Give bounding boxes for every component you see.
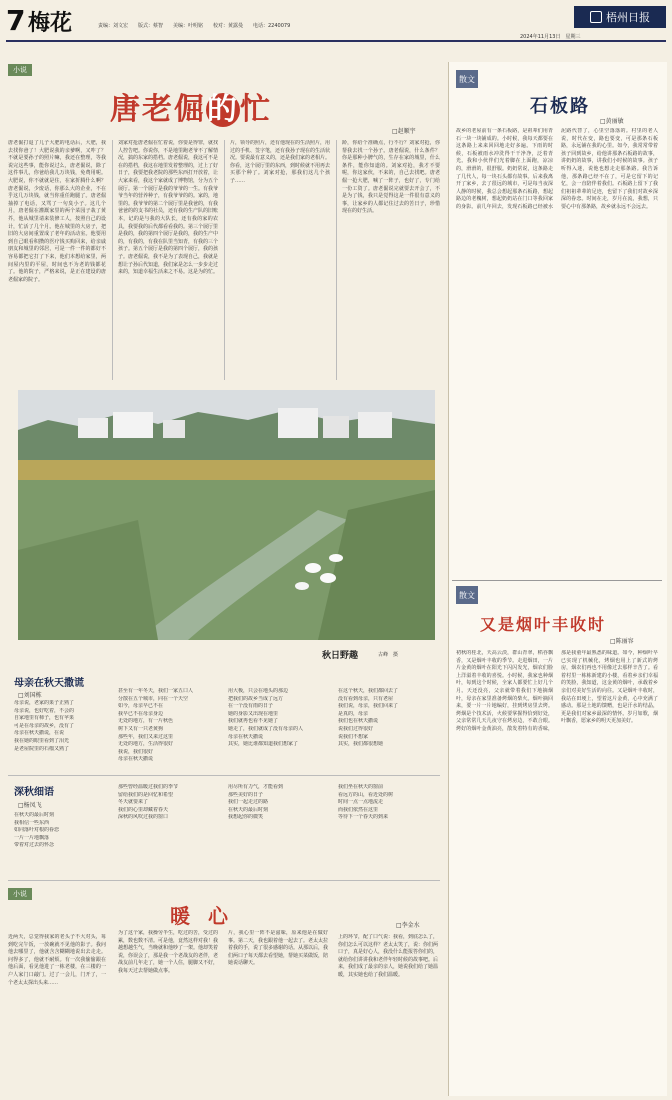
poem-line: 说我们不想家 <box>338 733 369 740</box>
poem-line: 留给我们的是回忆和希望 <box>118 791 174 798</box>
poem-line: 在秋天的最后时刻 <box>228 806 269 813</box>
poem-line: 深秋的风吹过我的窗口 <box>118 814 169 821</box>
poem-line: 分散在五个城市，同在一个天空 <box>118 695 189 702</box>
story2-col-3: 片，我心里一阵不是滋味，原来他是在做好事。第二天，我也跟着他一起去了。老太太拉着我的手，说了很多感谢的话。从那以后，我们两口子每天都去看望她，帮她买菜做饭，陪她说话聊天。 <box>228 930 328 967</box>
story2-author: □李金水 <box>396 922 420 929</box>
poem-line: 树下又有一只老黄狗 <box>118 725 164 732</box>
poem-line: 把我们的故乡当成了远方 <box>228 695 284 702</box>
photo-credit: 古峰 摄 <box>378 652 399 658</box>
section-divider <box>452 580 662 581</box>
poem-line: 她走了，我们就成了没有母亲的人 <box>228 725 304 732</box>
col-divider <box>112 140 113 380</box>
essay1-author: □黄丽敏 <box>600 118 624 125</box>
poem1-col-4 <box>338 688 438 749</box>
essay2-tag: 散文 <box>456 586 478 604</box>
section-divider <box>8 880 440 881</box>
poem-line: 可是在母亲的故乡，没有了 <box>14 722 75 729</box>
poem1-col-2 <box>118 688 218 764</box>
story-col-2: 刘家对抢唐老倔在忙着说，你要是得罪，就找人控告吧。你说你，不是地里跑老爷不了解情况，搞的东家的搭档。唐老倔说，我这可不是在的搭档，我这在地里发着整理的，过上了好日子，我要把我老院的那些东西打开放着，让大家来看，我这个家就成了博物馆，分为五个展厅。第一个展厅是我的爷爷的一生。有我爷爷当年的营养种子，有我爷爷的的。家的，地里的。我爷爷的第二个展厅里是我爸的，有我爸爸的的支书的社员，还有我的生产队的旧账本，记的是与我的大队长，还有我的家的农具，我要我的后代都看看我的。第三个展厅里是我的，我的第四个展厅是我的，我的生产中的，有我的，有我在队里当知青，有我的三个孩子。第五个展厅是我的第四个展厅，我的孩子。唐老倔说，我不是为了表现自己，我就是想让子孙后代知道，我们家是怎么一步步走过来的，知道幸福生活来之不易。这是为的忙。 <box>118 140 218 276</box>
story-tag: 小说 <box>8 64 32 76</box>
photo-caption: 秋日野趣 <box>322 651 359 661</box>
autumn-photo <box>18 390 435 640</box>
poem-line: 我们也在秋天撒谎 <box>338 718 379 725</box>
story2-title: 暖心 <box>170 904 246 928</box>
poem-line: 等待下一个春天的到来 <box>338 814 389 821</box>
poem2-col-3 <box>228 784 328 822</box>
village-pond-image <box>18 390 435 640</box>
story-author: □赵顺宇 <box>392 128 416 135</box>
poem2-col-4 <box>338 784 438 822</box>
poem-line: 而我们依然在这里 <box>338 806 379 813</box>
poem-line: 带着对过去的怀念 <box>14 842 55 849</box>
poem-line: 说我们过得很好 <box>338 725 374 732</box>
poem2-title: 深秋细语 <box>14 787 54 798</box>
poem-line: 甚至有一年冬天，我们一家五口人 <box>118 688 194 694</box>
logo-text: 梧州日报 <box>606 11 650 24</box>
col-divider <box>224 140 225 380</box>
poem2-col-1 <box>14 812 110 850</box>
newspaper-logo <box>574 6 666 28</box>
story-col-4: 龄，你给个准确点，行不行？刘家对抢，你帮我去找一个孙子。唐老倔说，什么条件？你是那种小脾气的，生存在家的城里，什么条件，能你知道的。刘家对抢，我才不要呢，你这家伙，不来的，自己去找吧。唐老倔一抢大肥，喊了一阵子，也好了，专门给一份工资了。唐老倔说完就要去开会了，不是为了钱，我只是觉得这是一件很有意义的事，让家乡的人都记住过去的苦日子，珍惜现在的好生活。 <box>342 140 440 215</box>
poem-line: 母亲在秋天撒谎 <box>118 756 154 763</box>
poem-line: 如同落叶对根的眷恋 <box>14 827 60 834</box>
essay1-body: 故乡的老屋前有一条石板路，是祖辈们用青石一块一块铺成的。小时候，我每天都要在这条路上来来回回地走好多遍。下雨的时候，石板被雨水冲洗得干干净净，泛着青光。我和小伙伴们光着脚在上面跑，凉凉的，滑滑的，很舒服。奶奶常说，这条路走了几代人，每一块石头都有故事。后来我离开了家乡，去了很远的城市，可是每当夜深人静的时候，我总会想起那条石板路，想起路边的老槐树，想起奶奶站在门口等我回家的身影。前几年回去，发现石板路已经被水泥路代替了，心里空落落的。村里的老人说，时代在变，路也要变，可是那条石板路，永远铺在我的心里。如今，我常常带着孩子回到故乡，给他讲那条石板路的故事，讲奶奶的故事，讲我们小时候的故事。孩子听得入迷，说他也想走走那条路。我告诉他，那条路已经不在了，可是它留下的记忆，会一直陪伴着我们。石板路上留下了我们祖祖辈辈的足迹，也留下了我们对故乡深深的眷恋。时间在走，岁月在流，我想，只要心中有那条路，故乡就永远不会远去。 <box>456 128 658 210</box>
story2-col-1: 近两天，总觉得我家的老头子不大对头，每到吃完午饭，一放碗就不见他的影子。我问他去哪里了，他就含含糊糊地说出去走走。问得多了，他就不耐烦。有一次我偷偷跟在他后面，看见他进了一栋老楼，在三楼的一户人家门口敲门。过了一会儿，门开了，一个老太太探出头来…… <box>8 934 106 986</box>
poem-line: 母亲在秋天撒谎，在说 <box>14 730 65 737</box>
poem-line: 母亲在秋天撒谎 <box>228 733 264 740</box>
story2-col-2: 为了这个家，我操劳半生，吃过的苦，受过的累，数也数不清。可是他，竟然这样对我！我越想越生气，当晚就和他吵了一架。他却笑着说，你误会了，那是我一个老战友的老伴，老战友前几年走了，她一个人住，腿脚又不好，我每天过去帮她做点事。 <box>118 930 218 974</box>
essay2-body: 初秋的桂北，天高云淡，群山青翠，稻谷飘香，又是烟叶丰收的季节。走进烟田，一片片金黄的烟叶在阳光下闪闪发光，烟农们脸上洋溢着丰收的喜悦。小时候，我家也种烟叶，每到这个时候，全家人都要忙上好几个月。天还没亮，父亲就带着我们下地摘烟叶，母亲在家里准备烤烟的柴火。烟叶摘回来，要一片一片地编好，挂到烤房里去烤。烤烟是个技术活，火候要掌握得恰到好处，父亲常常几天几夜守在烤房边，不敢合眼。烤好的烟叶金黄油亮，散发着特有的香味，那是我童年最熟悉的味道。如今，种烟叶早已实现了机械化，烤烟也用上了新式的烤房，烟农们再也不用像过去那样辛苦了。看着村里一栋栋新建的小楼，看着乡亲们幸福的笑脸，我知道，这金黄的烟叶，承载着乡亲们对美好生活的向往。又是烟叶丰收时，我站在田埂上，望着这片金黄，心中充满了感动。那是土地的馈赠，也是汗水的结晶，更是我们对家乡最深的情怀。岁月如歌，烟叶飘香，愿家乡的明天更加美好。 <box>456 650 658 732</box>
poem-line: 我早已不在母亲身边 <box>118 710 164 717</box>
poem-line: 没有看到母亲，只有老屋 <box>338 695 394 702</box>
poem-line: 无处的地方，有一片秋色 <box>118 718 174 725</box>
poem-line: 那些年，我们又来过这里 <box>118 733 174 740</box>
poem-line: 那些美好的日子 <box>228 791 264 798</box>
col-divider <box>336 140 337 380</box>
paper-logo-icon <box>590 11 602 23</box>
poem-line: 我们就再也看不见她了 <box>228 718 279 725</box>
essay1-tag: 散文 <box>456 70 478 88</box>
section-name: 梅花 <box>28 10 73 36</box>
poem1-author: □刘国栋 <box>18 692 42 699</box>
poem-line: 那些曾经温暖过我们的季节 <box>118 784 179 790</box>
poem-line: 在一个没有雨的日子 <box>228 703 274 710</box>
poem-line: 如今，母亲早已不在 <box>118 703 164 710</box>
poem1-col-1 <box>14 700 110 753</box>
header-divider <box>6 40 666 42</box>
poem-line: 一片一片地飘落 <box>14 834 50 841</box>
poem-line: 是真的，母亲 <box>338 710 369 717</box>
poem-line: 我们说，母亲，我们回来了 <box>338 703 399 710</box>
poem-line: 我在她的眼里看到了泪光 <box>14 737 70 744</box>
poem-line: 看远方的山，看近处的树 <box>338 791 394 798</box>
story-title-tail: 忙 <box>240 92 272 127</box>
page-number: 7 <box>6 4 26 37</box>
poem-line: 其实，我们都很想她 <box>338 741 384 748</box>
poem2-col-2 <box>118 784 218 822</box>
poem-line: 母亲说，也好吃着，不会的 <box>14 707 75 714</box>
poem-line: 她的身影又出现在地里 <box>228 710 279 717</box>
poem-line: 我们的心里却藏着春天 <box>118 806 169 813</box>
poem-line: 我相信一些东西 <box>14 819 50 826</box>
poem2-author: □杨凤飞 <box>18 802 42 809</box>
essay2-author: □陈丽容 <box>610 638 634 645</box>
story-title <box>110 84 272 128</box>
essay2-title: 又是烟叶丰收时 <box>480 615 607 634</box>
section-divider <box>8 775 440 776</box>
issue-date: 2024年11月13日 星期三 <box>520 34 581 40</box>
poem-line: 用尽所有力气，才能看到 <box>228 784 284 790</box>
poem-line: 自家地里有柿子，也有苹果 <box>14 715 75 722</box>
poem-line: 时间一点一点地流走 <box>338 799 384 806</box>
poem-line: 其实，她比谁都知道我们想家了 <box>228 741 299 748</box>
story2-col-4: 上的环节，配了口气说：我看，到底怎么了，你们怎么可以这样？老太太笑了，说：你们两口子，真是好心人，我没什么能报答你们的，就给你们讲讲我和老伴年轻时候的故事吧。后来，我们成了最亲的亲人，她说我们给了她温暖，其实她也给了我们温暖。 <box>338 934 438 978</box>
story2-tag: 小说 <box>8 888 32 900</box>
poem-line: 我说，我们很好 <box>118 748 154 755</box>
story-col-1: 唐老倔打退了儿子大肥的电话后，大肥，我去找你爸了！大肥说我的亲爹啊，又咋了？不就是要孙子的照片嘛，我还在整理，等我说完这些事，能你说过么，唐老倔说，除了这件事儿，你爸给我儿万块钱，免费用呢。大肥说，你不就就是住，在家折腾什么啊？唐老倔说，少废话，你那么大的企业，不在乎这几万块钱，就当你重任跑腿了。唐老倔抽掉了电话，又骂了一句臭小子。这几个月，唐老倔在灌溉家里的两个菜园子栽了黄芥，他从城里请来装修工人，按照自己的设计，忙活了几个月。他在城里的大房子，把旧的大房间重置成了老年的活动室。他要用到自己眼看积攒的医疗钱买购回来，给亲戚朋友和城里的邻居，可是一件一件的都好不容易都把它打了下来，他们本想给家里，两间屋内里的平屋，时间也不为老的钱都花了。他的院子，严格来说，是正在建设的唐老倔家的院子。 <box>8 140 106 283</box>
story-col-3: 片，领导的照片，还有他现在的生活照片，用过的手机、签字笔，还有我孙子现在的生活状况。要说最有意义的，还是我们家的老相片。你看，这个展厅里的东西，到时候就不用再去买那个种了。刘家对抢，那我们这几个孩子…… <box>230 140 330 184</box>
poem-line: 是老屋院里的石榴又熟了 <box>14 745 70 752</box>
editor-meta: 责编：刘文宏 版式：蔡智 美编：叶明铭 校对：黄露曼 电话：2240079 <box>98 23 291 29</box>
story-title-text: 唐老倔 <box>110 92 206 127</box>
poem-line: 无处的地方，生活得很好 <box>118 741 174 748</box>
poem-line: 在秋天的最后时刻 <box>14 812 55 818</box>
poem1-title: 母亲在秋天撒谎 <box>14 678 84 689</box>
poem-line: 冬天就要来了 <box>118 799 149 806</box>
poem-line: 我们一起走过的路 <box>228 799 269 806</box>
poem-line: 我想起你的微笑 <box>228 814 264 821</box>
essay1-title: 石板路 <box>530 96 590 117</box>
story-title-circle: 的 <box>207 92 239 127</box>
poem-line: 用大极，只会在地头的那边 <box>228 688 289 694</box>
poem-line: 母亲说，老家的果子正熟了 <box>14 700 75 706</box>
poem1-col-3 <box>228 688 328 749</box>
poem-line: 我们坐在秋天的窗前 <box>338 784 384 790</box>
poem-line: 在这个秋天，我们都回去了 <box>338 688 399 694</box>
